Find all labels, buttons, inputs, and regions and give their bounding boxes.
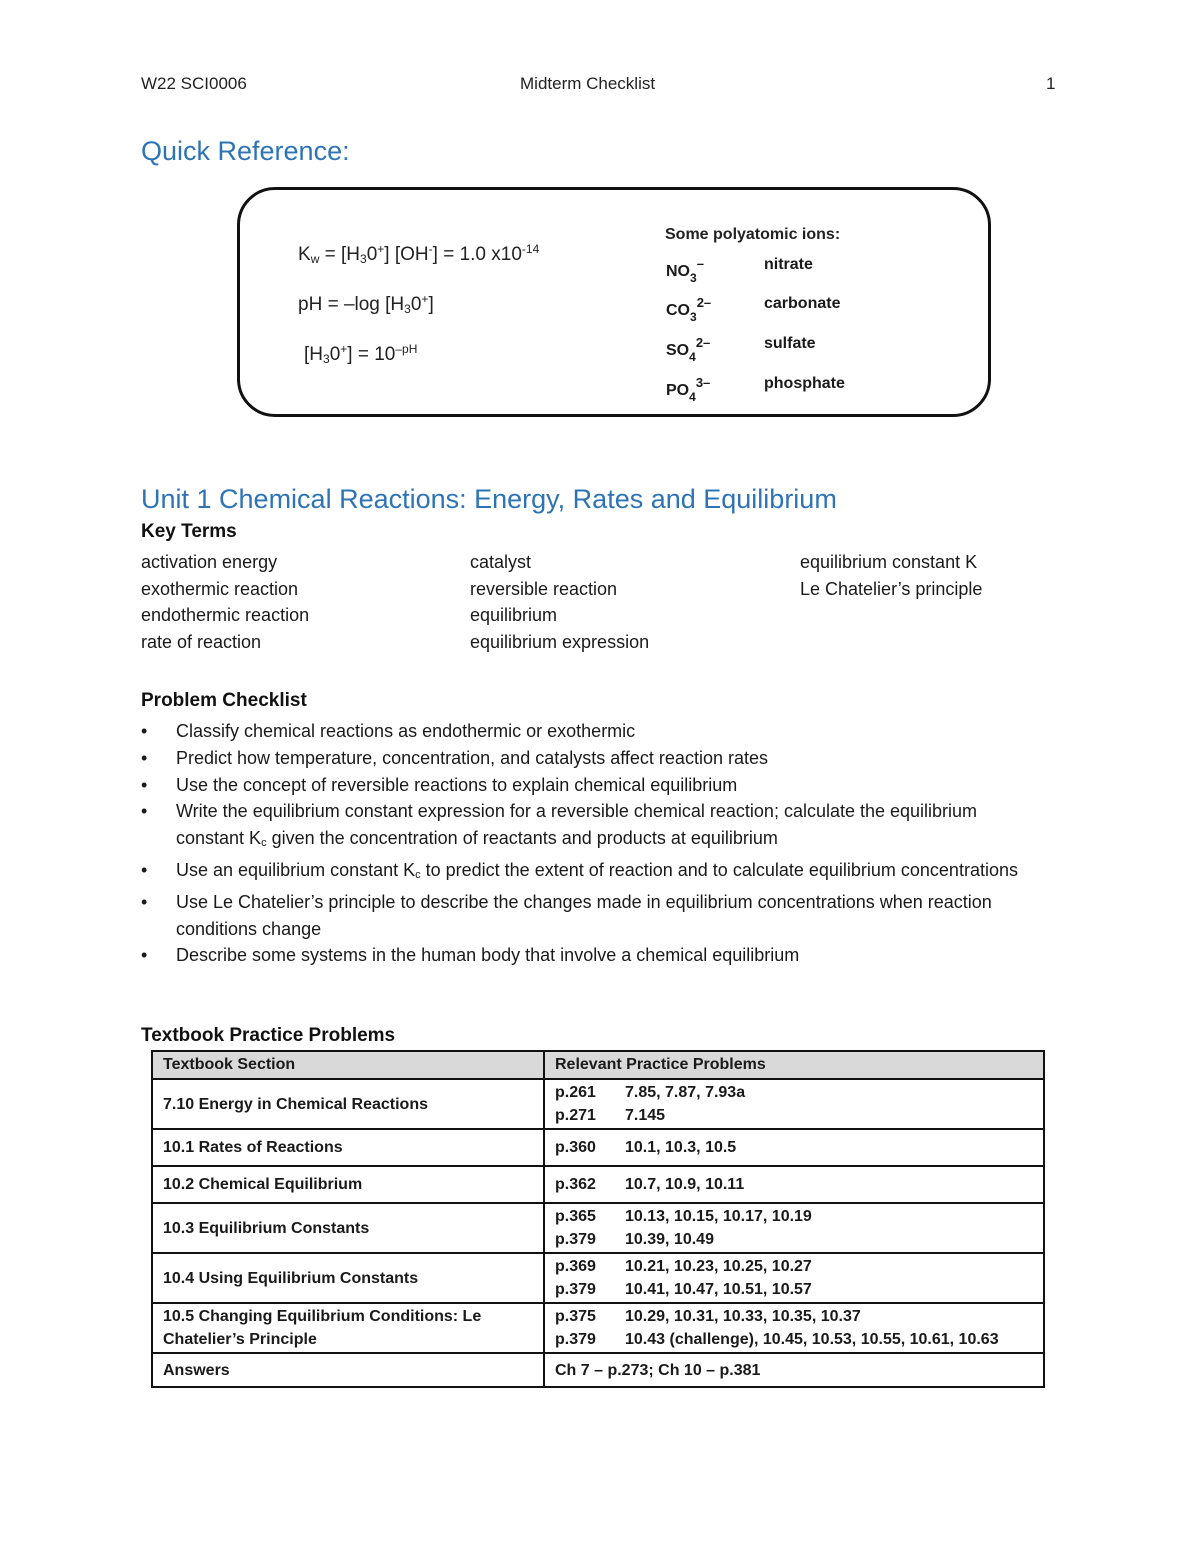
ion-row-phosphate xyxy=(666,375,966,405)
ion-row-carbonate xyxy=(666,295,966,325)
table-row xyxy=(152,1303,1044,1353)
header-course: W22 SCI0006 xyxy=(141,74,247,93)
checklist-item: • Use the concept of reversible reactions to explain chemical equilibrium xyxy=(141,772,1021,799)
ion-formula: $CO_3^{2-}$ xyxy=(666,295,712,324)
quick-reference-box xyxy=(237,187,991,417)
key-term: activation energy xyxy=(141,552,278,572)
h3o-formula: $[H_30^+] = 10^{-pH}$ xyxy=(304,342,418,366)
checklist-item: • Describe some systems in the human body that involve a chemical equilibrium xyxy=(141,942,1021,969)
ion-row-sulfate xyxy=(666,335,966,365)
section-cell: 10.2 Chemical Equilibrium xyxy=(152,1166,544,1203)
key-term: equilibrium xyxy=(470,605,558,625)
ion-name: phosphate xyxy=(764,375,845,392)
problems-cell: p.360 10.1, 10.3, 10.5 xyxy=(544,1129,1044,1166)
problems-cell: p.375 10.29, 10.31, 10.33, 10.35, 10.37 p.379 10.43 (challenge), 10.45, 10.53, 10.55, 10.61, 10.63 xyxy=(544,1303,1044,1353)
key-term: catalyst xyxy=(470,552,532,572)
table-row xyxy=(152,1166,1044,1203)
key-terms-column-2 xyxy=(470,549,649,655)
section-cell: 10.1 Rates of Reactions xyxy=(152,1129,544,1166)
problems-cell: p.261 7.85, 7.87, 7.93a p.271 7.145 xyxy=(544,1079,1044,1129)
section-cell: Answers xyxy=(152,1353,544,1387)
checklist-item: • Predict how temperature, concentration, and catalysts affect reaction rates xyxy=(141,745,1021,772)
section-cell: 10.5 Changing Equilibrium Conditions: Le Chatelier’s Principle xyxy=(152,1303,544,1353)
key-term: rate of reaction xyxy=(141,631,262,652)
key-terms-column-3 xyxy=(800,549,982,602)
column-header: Relevant Practice Problems xyxy=(544,1051,1044,1079)
checklist-item: • Classify chemical reactions as endothermic or exothermic xyxy=(141,718,1021,745)
polyatomic-ions-title: Some polyatomic ions: xyxy=(665,226,841,243)
ion-formula: $NO_3^-$ xyxy=(666,256,704,285)
table-row xyxy=(152,1129,1044,1166)
ion-row-nitrate xyxy=(666,256,966,286)
problems-cell: p.369 10.21, 10.23, 10.25, 10.27 p.379 10.41, 10.47, 10.51, 10.57 xyxy=(544,1253,1044,1303)
key-term: equilibrium expression xyxy=(470,631,650,652)
ion-name: carbonate xyxy=(764,295,841,312)
key-terms-heading: Key Terms xyxy=(141,521,237,542)
table-row xyxy=(152,1353,1044,1387)
problem-checklist-heading: Problem Checklist xyxy=(141,690,307,711)
key-term: Le Chatelier’s principle xyxy=(800,578,983,599)
key-term: exothermic reaction xyxy=(141,578,299,599)
key-term: endothermic reaction xyxy=(141,605,310,625)
ion-formula: $SO_4^{2-}$ xyxy=(666,335,711,364)
section-cell: 10.4 Using Equilibrium Constants xyxy=(152,1253,544,1303)
quick-reference-title: Quick Reference: xyxy=(141,136,350,166)
problems-cell: p.365 10.13, 10.15, 10.17, 10.19 p.379 10.39, 10.49 xyxy=(544,1203,1044,1253)
practice-problems-table xyxy=(151,1050,1045,1388)
checklist-item: • Write the equilibrium constant expression for a reversible chemical reaction; calculate the equilibrium constant $K_c$ given the concentration of reactants and products at equilibrium xyxy=(141,798,1021,857)
section-cell: 7.10 Energy in Chemical Reactions xyxy=(152,1079,544,1129)
textbook-problems-heading: Textbook Practice Problems xyxy=(141,1025,396,1046)
problems-cell: Ch 7 – p.273; Ch 10 – p.381 xyxy=(544,1353,1044,1387)
ion-name: sulfate xyxy=(764,335,816,352)
problems-cell: p.362 10.7, 10.9, 10.11 xyxy=(544,1166,1044,1203)
ion-name: nitrate xyxy=(764,256,813,273)
key-term: equilibrium constant K xyxy=(800,552,978,572)
table-row xyxy=(152,1253,1044,1303)
checklist-item: • Use Le Chatelier’s principle to describe the changes made in equilibrium concentrations when reaction conditions change xyxy=(141,889,1021,943)
header-page-number: 1 xyxy=(1046,74,1056,93)
header-title: Midterm Checklist xyxy=(520,74,656,93)
table-row xyxy=(152,1079,1044,1129)
checklist-item: • Use an equilibrium constant $K_c$ to predict the extent of reaction and to calculate equilibrium concentrations xyxy=(141,857,1021,889)
table-header-row xyxy=(152,1051,1044,1079)
key-terms-column-1 xyxy=(141,549,309,655)
ph-formula: pH = –log $[H_30^+]$ xyxy=(298,292,434,316)
key-term: reversible reaction xyxy=(470,578,618,599)
unit-title: Unit 1 Chemical Reactions: Energy, Rates and Equilibrium xyxy=(141,484,837,514)
ion-formula: $PO_4^{3-}$ xyxy=(666,375,711,404)
table-row xyxy=(152,1203,1044,1253)
section-cell: 10.3 Equilibrium Constants xyxy=(152,1203,544,1253)
column-header: Textbook Section xyxy=(152,1051,544,1079)
kw-formula: $K_w = [H_30^+] [OH^-] = 1.0$ $x10^{-14}$ xyxy=(298,242,540,266)
problem-checklist xyxy=(141,718,1021,969)
